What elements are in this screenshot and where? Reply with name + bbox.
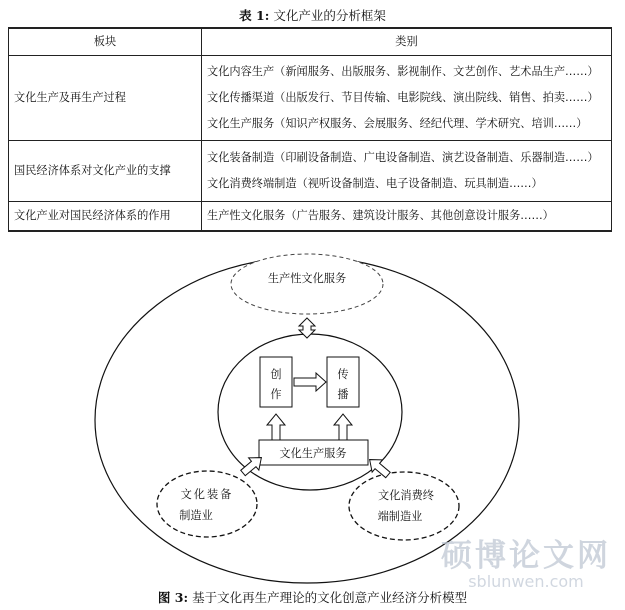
figure-caption	[0, 588, 625, 606]
exchange-arrow	[299, 318, 315, 338]
header-category: 类别	[202, 28, 612, 56]
section-cell: 文化生产及再生产过程	[9, 56, 202, 141]
category-line: 文化生产服务（知识产权服务、会展服务、经纪代理、学术研究、培训……）	[207, 117, 588, 130]
category-line: 文化消费终端制造（视听设备制造、电子设备制造、玩具制造……）	[207, 177, 543, 190]
create-char-2: 作	[270, 388, 282, 401]
header-section: 板块	[9, 28, 202, 56]
figure-caption-title: 基于文化再生产理论的文化创意产业经济分析模型	[192, 590, 468, 605]
watermark-logo: 硕博论文网	[441, 538, 611, 574]
left-node-ellipse	[157, 471, 257, 537]
category-line: 文化内容生产（新闻服务、出版服务、影视制作、文艺创作、艺术品生产……）	[207, 65, 599, 78]
right-node-line-1: 文化消费终	[378, 489, 434, 502]
spread-char-1: 传	[337, 368, 349, 381]
figure-caption-number: 图 3:	[157, 590, 189, 605]
service-label: 文化生产服务	[279, 447, 347, 460]
spread-char-2: 播	[337, 388, 349, 401]
left-node-line-2: 制造业	[179, 509, 213, 522]
service-to-spread-arrow	[334, 414, 352, 440]
right-node-line-2: 端制造业	[377, 510, 423, 523]
category-line: 文化传播渠道（出版发行、节目传输、电影院线、演出院线、销售、拍卖……）	[207, 91, 599, 104]
left-node-line-1: 文化装备	[180, 488, 234, 501]
section-cell: 文化产业对国民经济体系的作用	[9, 202, 202, 232]
top-node-label: 生产性文化服务	[267, 272, 347, 285]
section-cell: 国民经济体系对文化产业的支撑	[9, 141, 202, 202]
create-to-spread-arrow	[294, 373, 326, 391]
watermark-url: sblunwen.com	[468, 572, 584, 591]
category-line: 文化装备制造（印刷设备制造、广电设备制造、演艺设备制造、乐器制造……）	[207, 151, 599, 164]
create-char-1: 创	[270, 368, 282, 381]
table-caption-number: 表 1:	[239, 8, 270, 23]
service-to-create-arrow	[267, 414, 285, 440]
table-caption-title: 文化产业的分析框架	[273, 8, 386, 23]
category-line: 生产性文化服务（广告服务、建筑设计服务、其他创意设计服务……）	[207, 209, 554, 222]
